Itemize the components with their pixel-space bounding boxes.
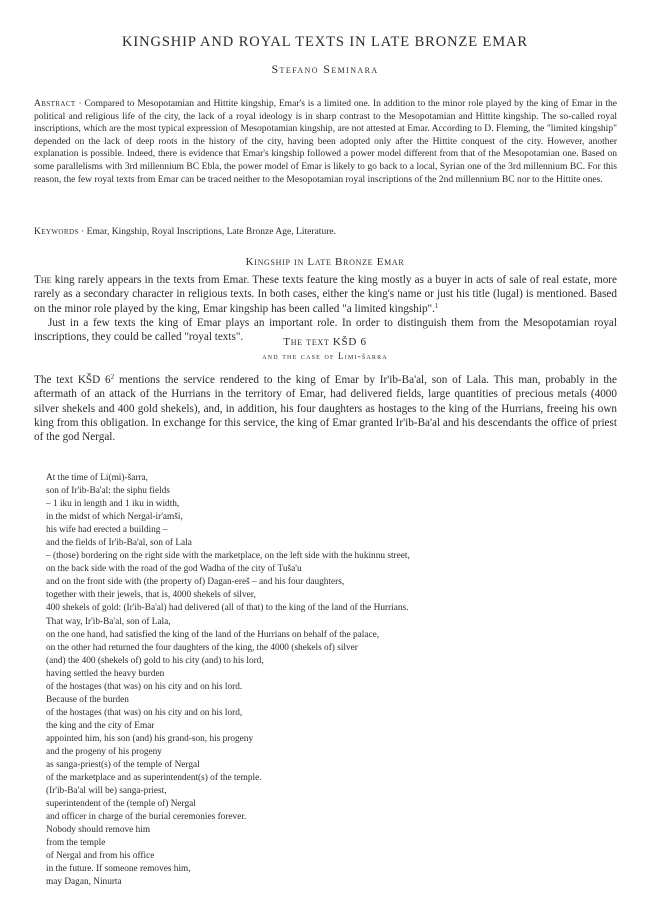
translation-line: At the time of Li(mi)-šarra, (46, 473, 148, 483)
translation-line: Nobody should remove him (46, 825, 151, 836)
translation-line: on the other had returned the four daughters of the king, the 4000 (shekels of) silver (46, 642, 358, 653)
translation-line: 400 shekels of gold: (Ir'ib-Ba'al) had delivered (all of that) to the king of the land of the Hurrians. (46, 603, 409, 614)
translation-line: and the fields of Ir'ib-Ba'al, son of Lala (46, 538, 192, 549)
translation-line: and officer in charge of the burial ceremonies forever. (46, 812, 247, 823)
section-heading-ksd6: The text KŠD 6 (283, 336, 367, 348)
paragraph-text: The text KŠD 6 (34, 374, 111, 386)
footnote-marker: 1 (434, 301, 439, 310)
translation-line: – (those) bordering on the right side with the marketplace, on the left side with the hukinnu street, (46, 551, 410, 562)
paragraph (34, 273, 617, 316)
translation-line: (and) the 400 (shekels of) gold to his city (and) to his lord, (46, 655, 264, 666)
translation-line: having settled the heavy burden (46, 668, 165, 679)
translation-line: and the progeny of his progeny (46, 746, 162, 757)
translation-line: son of Ir'ib-Ba'al: the siphu fields (46, 486, 170, 497)
translation-line: of the hostages (that was) on his city and on his lord, (46, 707, 243, 718)
section-heading-kingship: Kingship in Late Bronze Emar (245, 256, 405, 268)
translation-line: his wife had erected a building – (46, 525, 168, 536)
translation-line: and on the front side with (the property of) Dagan-ereš – and his four daughters, (46, 577, 345, 588)
translation-line: Because of the burden (46, 694, 129, 705)
abstract (34, 98, 617, 186)
section-ksd6-body (34, 373, 617, 444)
article-title: KINGSHIP AND ROYAL TEXTS IN LATE BRONZE EMAR (122, 34, 528, 50)
translation-line: of Nergal and from his office (46, 851, 155, 862)
translation-line: the king and the city of Emar (46, 720, 155, 731)
translation-line: – 1 iku in length and 1 iku in width, (46, 499, 180, 510)
lead-word: The (34, 274, 52, 286)
translation-line: may Dagan, Ninurta (46, 877, 122, 888)
abstract-label: Abstract (34, 98, 76, 109)
translation-line: in the midst of which Nergal-ir'amši, (46, 512, 183, 523)
translation-line: on the one hand, had satisfied the king of the land of the Hurrians on behalf of the palace, (46, 629, 380, 640)
paragraph-text: mentions the service rendered to the king of Emar by Ir'ib-Ba'al, son of Lala. This man, probably in the aftermath of an attack of the Hurrians in the territory of Emar, had delivered fields, large quantities of precious metals (4000 silver shekels and 400 gold shekels), and, in addition, his four daughters as hostages to the king of the Hurrians, freeing his own king from this obligation. In exchange for this service, the king of Emar granted Ir'ib-Ba'al and his descendants the office of priest of the god Nergal. (34, 374, 617, 444)
translation-line: on the back side with the road of the god Wadha of the city of Tuša'u (46, 564, 302, 575)
paragraph-text: king rarely appears in the texts from Emar. These texts feature the king mostly as a buyer in acts of sale of real estate, more rarely as a secondary character in religious texts. In both cases, either the king's name or just his title (lugal) is mentioned. Based on the minor role played by the king, Emar kingship has been called "a limited kingship". (34, 274, 617, 315)
translation-line: That way, Ir'ib-Ba'al, son of Lala, (46, 616, 171, 627)
translation-line: together with their jewels, that is, 4000 shekels of silver, (46, 590, 256, 601)
paragraph (34, 373, 617, 444)
paragraph: Just in a few texts the king of Emar plays an important role. In order to distinguish them from the Mesopotamian royal inscriptions, they could be called "royal texts". (34, 316, 617, 344)
translation-line: from the temple (46, 838, 106, 849)
translation-line: appointed him, his son (and) his grand-son, his progeny (46, 733, 254, 744)
keywords (34, 226, 617, 237)
translation-line: of the hostages (that was) on his city and on his lord. (46, 681, 243, 692)
section-kingship-body (34, 273, 617, 344)
abstract-text: · Compared to Mesopotamian and Hittite kingship, Emar's is a limited one. In addition to the minor role played by the king of Emar in the political and religious life of the city, the lack of a royal ideology is in sharp contrast to the Mesopotamian and Hittite kingship. The so-called royal inscriptions, which are the most typical expression of Mesopotamian kingship, are not attested at Emar. According to D. Fleming, the "limited kingship" depended on the lack of deep roots in the history of the city, having been adopted only after the Hittite conquest of the city. However, another explanation is possible. Indeed, there is evidence that Emar's kingship followed a power model different from that of the Mesopotamian one. Based on some parallelisms with 3rd millennium BC Ebla, the power model of Emar is likely to go back to a local, Syrian one of the 3rd millennium BC. For this reason, the few royal texts from Emar can be traced neither to the Mesopotamian royal inscriptions of the 2nd millennium BC nor to the Hittite ones. (34, 98, 617, 185)
translation-line: as sanga-priest(s) of the temple of Nergal (46, 760, 200, 771)
keywords-label: Keywords (34, 226, 79, 237)
translation-block (46, 472, 606, 890)
translation-line: of the marketplace and as superintendent(s) of the temple. (46, 773, 262, 784)
section-subheading: and the case of Limi-šarra (262, 351, 388, 361)
footnote-marker: 2 (110, 373, 115, 381)
translation-line: in the future. If someone removes him, (46, 864, 191, 875)
keywords-text: · Emar, Kingship, Royal Inscriptions, Late Bronze Age, Literature. (81, 226, 337, 237)
translation-line: (Ir'ib-Ba'al will be) sanga-priest, (46, 786, 167, 797)
translation-line: superintendent of the (temple of) Nergal (46, 799, 196, 810)
article-author: Stefano Seminara (271, 62, 379, 76)
